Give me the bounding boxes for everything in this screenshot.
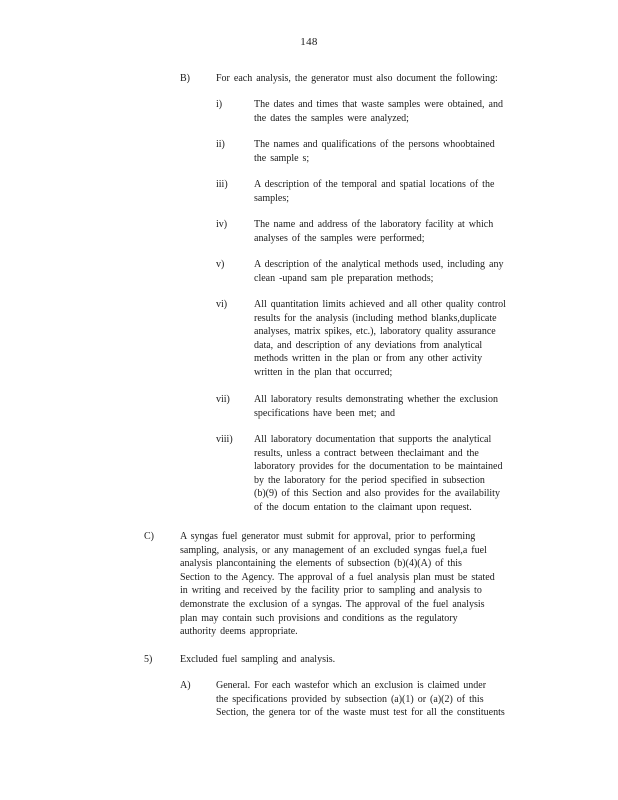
section-c-label: C): [144, 531, 154, 542]
text-line: samples;: [254, 192, 289, 204]
text-line: A description of the analytical methods used, including any: [254, 259, 504, 270]
text-line: the sample s;: [254, 152, 310, 164]
text-line: The dates and times that waste samples were obtained, and: [254, 99, 503, 110]
item-vii-label: vii): [216, 394, 230, 405]
section-5a-text: [216, 679, 536, 720]
text-line: All quantitation limits achieved and all other quality control: [254, 299, 506, 310]
section-5a-label: A): [180, 680, 191, 691]
text-line: Section, the genera tor of the waste must test for all the constituents: [216, 707, 505, 719]
text-line: All laboratory documentation that supports the analytical: [254, 434, 492, 445]
text-line: General. For each wastefor which an exclusion is claimed under: [216, 680, 487, 691]
text-line: The names and qualifications of the persons whoobtained: [254, 139, 495, 150]
text-line: analyses of the samples were performed;: [254, 232, 425, 244]
section-5-label: 5): [144, 654, 153, 665]
text-line: laboratory provides for the documentation to be maintained: [254, 461, 503, 473]
text-line: Section to the Agency. The approval of a fuel analysis plan must be stated: [180, 571, 495, 583]
text-line: by the laboratory for the period specified in subsection: [254, 474, 485, 486]
text-line: A syngas fuel generator must submit for approval, prior to performing: [180, 531, 476, 542]
item-v-text: [254, 258, 536, 285]
text-line: analysis plancontaining the elements of subsection (b)(4)(A) of this: [180, 558, 462, 570]
text-line: (b)(9) of this Section and also provides for the availability: [254, 488, 500, 500]
text-line: demonstrate the exclusion of a syngas. The approval of the fuel analysis: [180, 598, 485, 610]
text-line: results for the analysis (including method blanks,duplicate: [254, 312, 497, 324]
text-line: results, unless a contract between theclaimant and the: [254, 447, 479, 459]
item-v-label: v): [216, 259, 225, 270]
text-line: sampling, analysis, or any management of an excluded syngas fuel,a fuel: [180, 544, 487, 556]
item-viii-text: [254, 433, 536, 515]
item-i-label: i): [216, 99, 223, 110]
text-line: authority deems appropriate.: [180, 626, 298, 638]
section-c-text: [180, 530, 536, 639]
item-vi-label: vi): [216, 299, 228, 310]
item-iv-text: [254, 218, 536, 245]
section-b-intro: For each analysis, the generator must also document the following:: [216, 73, 498, 84]
item-i-text: [254, 98, 536, 125]
text-line: data, and description of any deviations from analytical: [254, 339, 483, 351]
item-iii-label: iii): [216, 179, 228, 190]
text-line: A description of the temporal and spatial locations of the: [254, 179, 495, 190]
text-line: the specifications provided by subsection (a)(1) or (a)(2) of this: [216, 693, 484, 705]
item-vi-text: [254, 298, 536, 380]
page-number: 148: [300, 36, 318, 48]
item-ii-label: ii): [216, 139, 225, 150]
item-ii-text: [254, 138, 536, 165]
text-line: All laboratory results demonstrating whether the exclusion: [254, 394, 498, 405]
text-line: analyses, matrix spikes, etc.), laboratory quality assurance: [254, 326, 496, 338]
item-iv-label: iv): [216, 219, 228, 230]
text-line: written in the plan that occurred;: [254, 366, 393, 378]
item-viii-label: viii): [216, 434, 233, 445]
text-line: methods written in the plan or from any other activity: [254, 353, 483, 365]
section-b-label: B): [180, 73, 190, 84]
text-line: plan may contain such provisions and conditions as the regulatory: [180, 612, 458, 624]
item-vii-text: [254, 393, 536, 420]
section-5-heading: Excluded fuel sampling and analysis.: [180, 654, 336, 665]
text-line: specifications have been met; and: [254, 407, 395, 419]
item-iii-text: [254, 178, 536, 205]
text-line: the dates the samples were analyzed;: [254, 112, 409, 124]
text-line: of the docum entation to the claimant upon request.: [254, 501, 472, 513]
text-line: The name and address of the laboratory facility at which: [254, 219, 494, 230]
text-line: in writing and received by the facility prior to sampling and analysis to: [180, 585, 482, 597]
text-line: clean -upand sam ple preparation methods;: [254, 272, 434, 284]
